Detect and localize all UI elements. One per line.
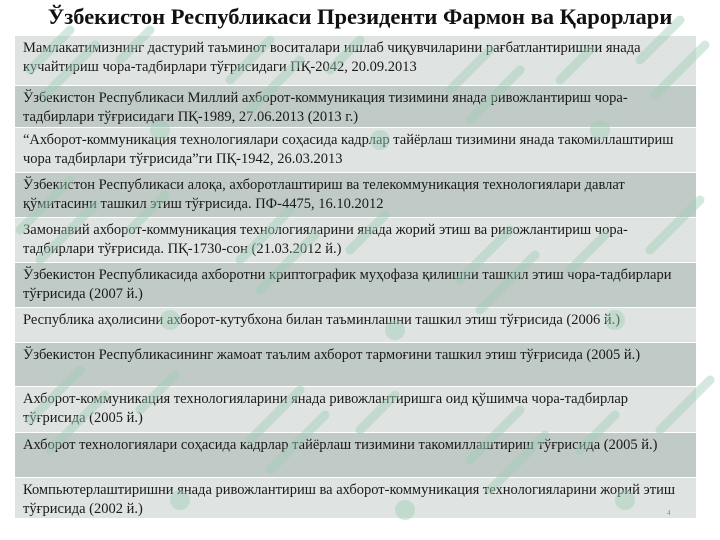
slide-title: Ўзбекистон Республикаси Президенти Фармон ва Қарорлари <box>47 4 673 29</box>
page-number: 4 <box>667 509 671 517</box>
list-item: “Ахборот-коммуникация технологиялари соҳасида кадрлар тайёрлаш тизимини янада такомиллаштириш чора тадбирлари тўғрисида”ги ПҚ-1942, 26.03.2013 <box>15 128 696 173</box>
list-item: Ахборот-коммуникация технологияларини янада ривожлантиришга оид қўшимча чора-тадбирлар тўғрисида (2005 й.) <box>15 387 696 433</box>
list-item: Ўзбекистон Республикаси алоқа, ахборотлаштириш ва телекоммуникация технологиялари давлат қўмитасини ташкил этиш тўғрисида. ПФ-4475, 16.10.2012 <box>15 173 696 218</box>
decree-list <box>15 36 696 519</box>
list-item: Ўзбекистон Республикасининг жамоат таълим ахборот тармоғини ташкил этиш тўғрисида (2005 й.) <box>15 343 696 387</box>
list-item: Замонавий ахборот-коммуникация технологияларини янада жорий этиш ва ривожлантириш чора-тадбирлари тўғрисида. ПҚ-1730-сон (21.03.2012 й.) <box>15 218 696 263</box>
list-item: Ўзбекистон Республикасида ахборотни криптографик муҳофаза қилишни ташкил этиш чора-тадбирлари тўғрисида (2007 й.) <box>15 263 696 308</box>
list-item: Мамлакатимизнинг дастурий таъминот воситалари ишлаб чиқувчиларини рағбатлантиришни янада кучайтириш чора-тадбирлари тўғрисидаги ПҚ-2042, 20.09.2013 <box>15 36 696 86</box>
list-item: Ахборот технологиялари соҳасида кадрлар тайёрлаш тизимини такомиллаштириш тўғрисида (2005 й.) <box>15 433 696 478</box>
list-item: Компьютерлаштиришни янада ривожлантириш ва ахборот-коммуникация технологияларини жорий этиш тўғрисида (2002 й.) <box>15 478 696 519</box>
list-item: Ўзбекистон Республикаси Миллий ахборот-коммуникация тизимини янада ривожлантириш чора-тадбирлари тўғрисидаги ПҚ-1989, 27.06.2013 (2013 г.) <box>15 86 696 128</box>
list-item: Республика аҳолисини ахборот-кутубхона билан таъминлашни ташкил этиш тўғрисида (2006 й.) <box>15 308 696 343</box>
